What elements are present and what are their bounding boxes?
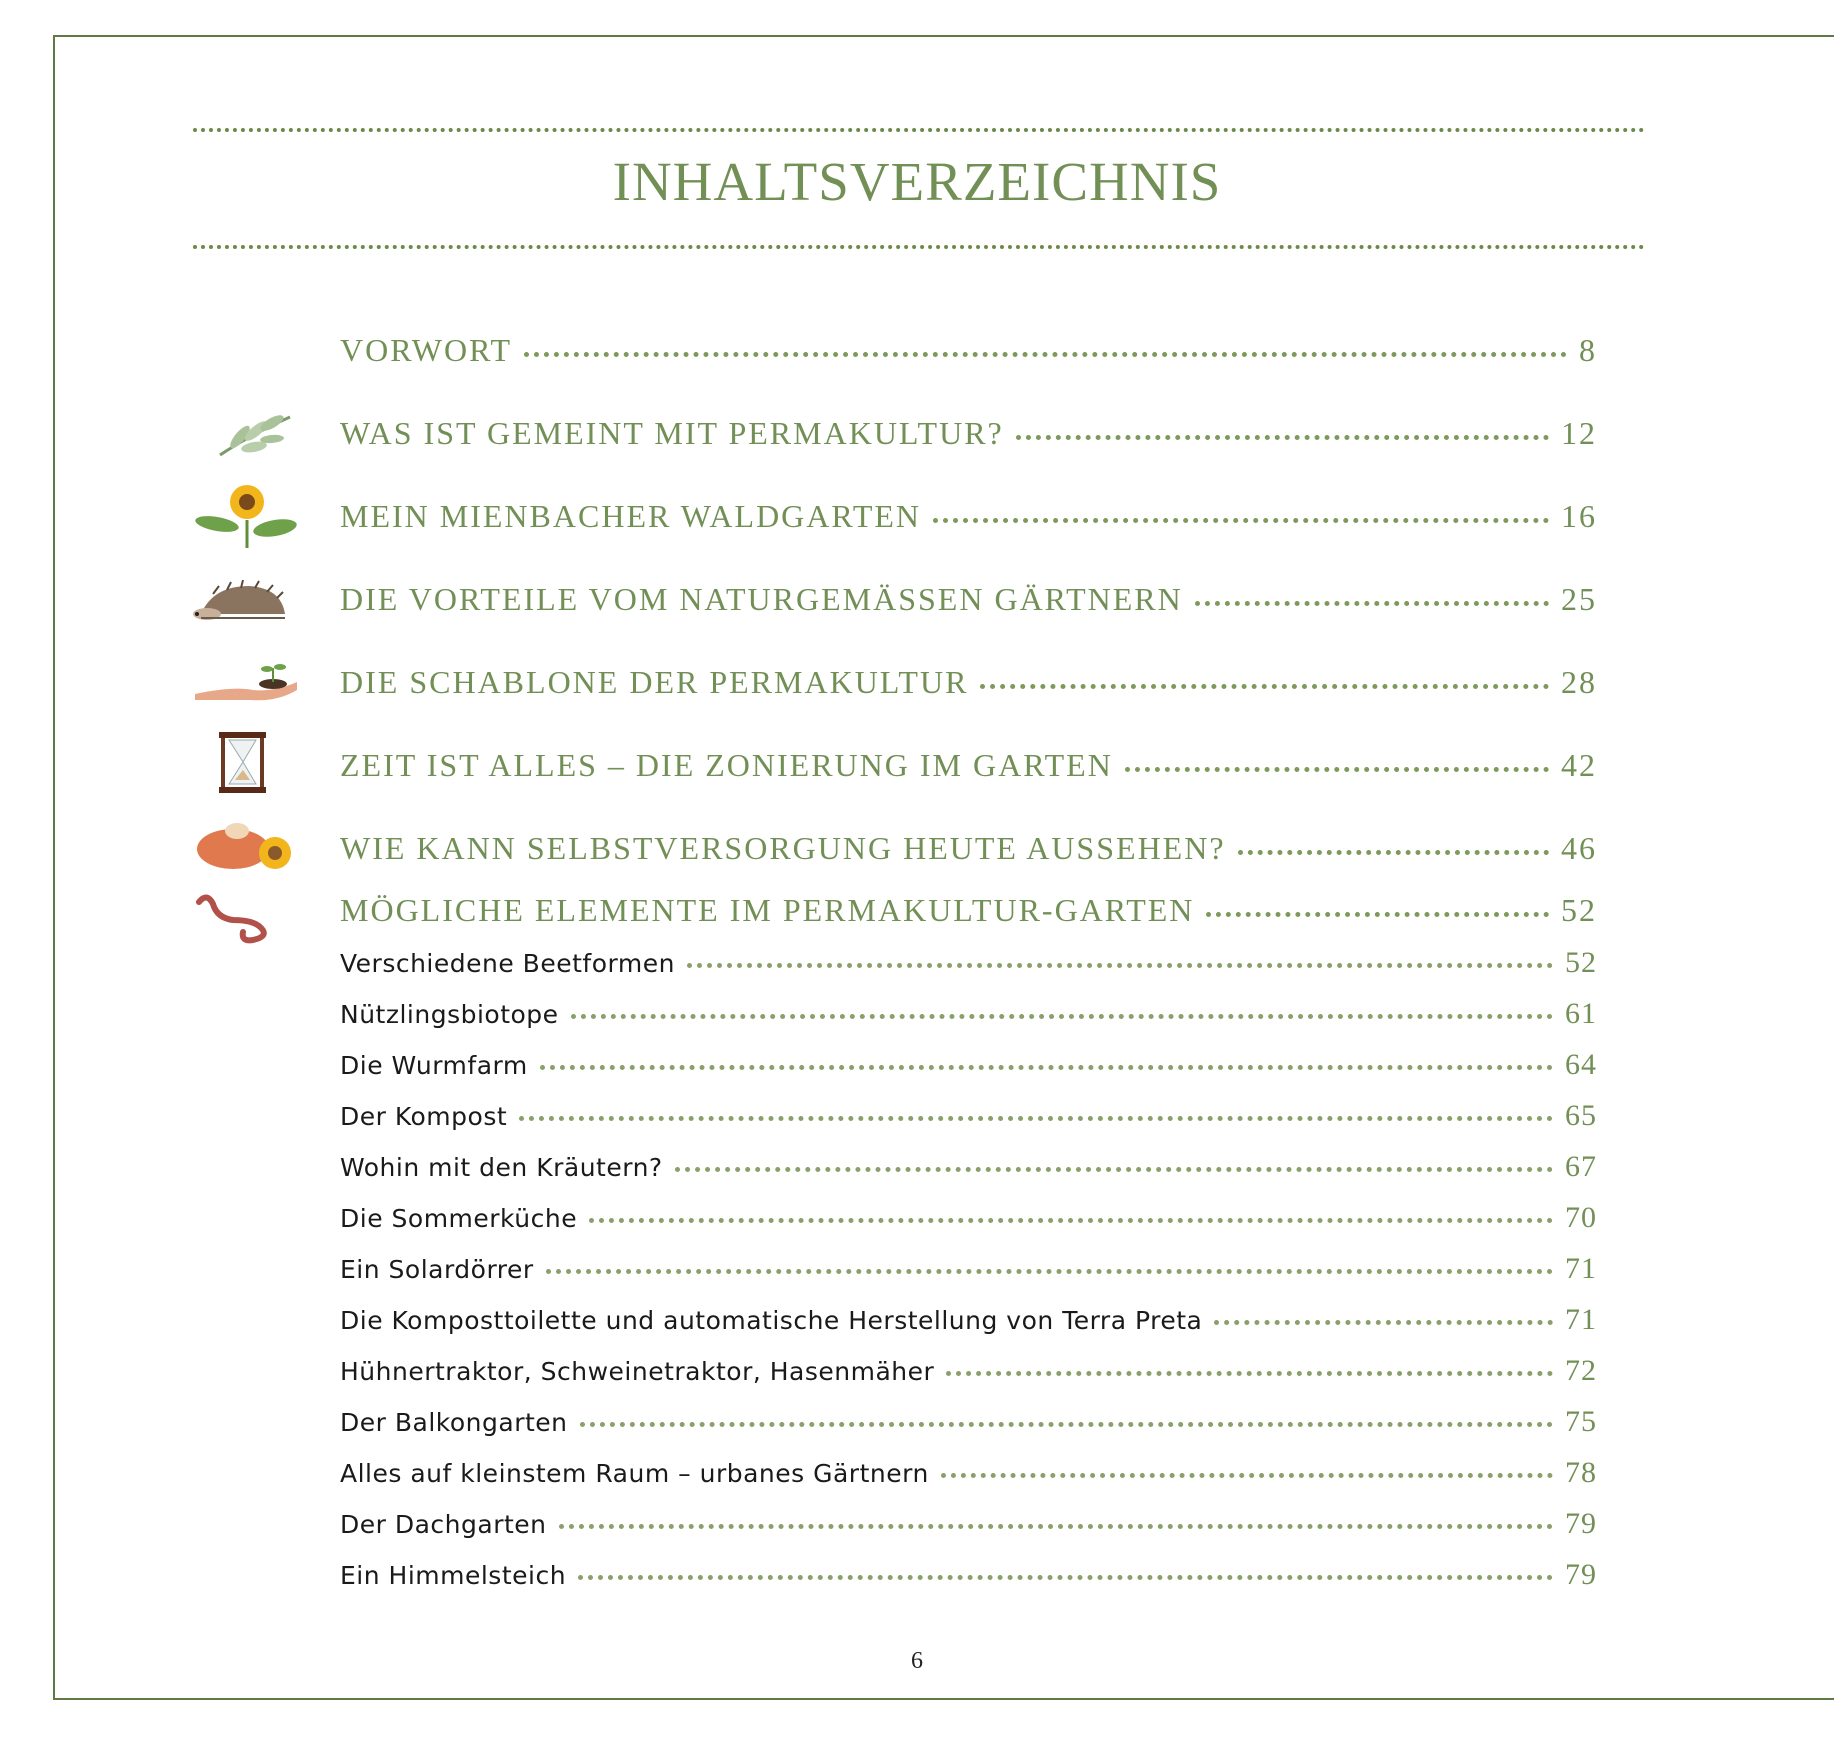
page-number: 6: [911, 1648, 923, 1674]
toc-chapter-zonierung[interactable]: [340, 747, 1597, 784]
toc-section[interactable]: [340, 1099, 1597, 1133]
dot-leader: [687, 963, 1553, 968]
dot-leader: [946, 1371, 1553, 1376]
chapter-title: WAS IST GEMEINT MIT PERMAKULTUR?: [340, 415, 1004, 451]
section-page: 61: [1565, 997, 1597, 1030]
toc-section[interactable]: [340, 1456, 1597, 1490]
toc-section[interactable]: [340, 946, 1597, 980]
toc-section[interactable]: [340, 997, 1597, 1031]
dot-leader: [675, 1167, 1553, 1172]
section-page: 64: [1565, 1048, 1597, 1081]
section-title: Alles auf kleinstem Raum – urbanes Gärtnern: [340, 1459, 929, 1488]
section-title: Der Dachgarten: [340, 1510, 547, 1539]
leaf-icon: [210, 405, 300, 465]
section-title: Die Komposttoilette und automatische Herstellung von Terra Preta: [340, 1306, 1203, 1335]
dot-leader: [540, 1065, 1553, 1070]
dot-leader: [1125, 767, 1549, 772]
chapter-page: 12: [1561, 415, 1597, 451]
toc-chapter-waldgarten[interactable]: [340, 498, 1597, 535]
chapter-title: MÖGLICHE ELEMENTE IM PERMAKULTUR-GARTEN: [340, 892, 1195, 928]
section-title: Wohin mit den Kräutern?: [340, 1153, 663, 1182]
toc-section[interactable]: [340, 1507, 1597, 1541]
dot-leader: [578, 1575, 1553, 1580]
toc-section[interactable]: [340, 1303, 1597, 1337]
section-title: Der Balkongarten: [340, 1408, 568, 1437]
toc-section[interactable]: [340, 1150, 1597, 1184]
section-page: 67: [1565, 1150, 1597, 1183]
section-page: 79: [1565, 1507, 1597, 1540]
dot-leader: [571, 1014, 1553, 1019]
title-rule-bottom: [193, 245, 1645, 249]
chapter-page: 25: [1561, 581, 1597, 617]
section-title: Die Wurmfarm: [340, 1051, 528, 1080]
section-page: 79: [1565, 1558, 1597, 1591]
section-page: 78: [1565, 1456, 1597, 1489]
chapter-page: 8: [1579, 332, 1597, 368]
dot-leader: [1238, 850, 1549, 855]
dot-leader: [933, 518, 1549, 523]
chapter-page: 16: [1561, 498, 1597, 534]
dot-leader: [589, 1218, 1553, 1223]
dot-leader: [524, 352, 1567, 357]
toc-section[interactable]: [340, 1252, 1597, 1286]
chapter-page: 52: [1561, 892, 1597, 928]
chapter-title: MEIN MIENBACHER WALDGARTEN: [340, 498, 922, 534]
dot-leader: [559, 1524, 1553, 1529]
toc-chapter-permakultur[interactable]: [340, 415, 1597, 452]
section-page: 71: [1565, 1252, 1597, 1285]
section-page: 65: [1565, 1099, 1597, 1132]
section-title: Nützlingsbiotope: [340, 1000, 559, 1029]
section-page: 75: [1565, 1405, 1597, 1438]
section-title: Die Sommerküche: [340, 1204, 578, 1233]
dot-leader: [546, 1269, 1553, 1274]
hourglass-icon: [215, 730, 270, 795]
section-page: 72: [1565, 1354, 1597, 1387]
sunflower-icon: [195, 480, 300, 550]
dot-leader: [580, 1422, 1554, 1427]
hedgehog-icon: [193, 580, 293, 625]
seedling-hand-icon: [193, 660, 303, 705]
toc-chapter-schablone[interactable]: [340, 664, 1597, 701]
chapter-title: VORWORT: [340, 332, 513, 368]
section-title: Ein Solardörrer: [340, 1255, 534, 1284]
toc-chapter-vorwort[interactable]: [340, 332, 1597, 369]
pumpkin-flower-icon: [193, 815, 303, 875]
toc-section[interactable]: [340, 1048, 1597, 1082]
section-title: Der Kompost: [340, 1102, 508, 1131]
dot-leader: [519, 1116, 1553, 1121]
section-title: Verschiedene Beetformen: [340, 949, 675, 978]
worm-icon: [193, 890, 283, 945]
toc-section[interactable]: [340, 1354, 1597, 1388]
dot-leader: [1206, 912, 1549, 917]
dot-leader: [1195, 601, 1549, 606]
dot-leader: [1016, 435, 1549, 440]
dot-leader: [980, 684, 1549, 689]
toc-chapter-elemente[interactable]: [340, 892, 1597, 929]
section-page: 52: [1565, 946, 1597, 979]
toc-section[interactable]: [340, 1405, 1597, 1439]
toc-section[interactable]: [340, 1558, 1597, 1592]
chapter-page: 46: [1561, 830, 1597, 866]
chapter-title: WIE KANN SELBSTVERSORGUNG HEUTE AUSSEHEN?: [340, 830, 1226, 866]
toc-chapter-selbstversorgung[interactable]: [340, 830, 1597, 867]
section-page: 71: [1565, 1303, 1597, 1336]
dot-leader: [1214, 1320, 1553, 1325]
chapter-title: DIE SCHABLONE DER PERMAKULTUR: [340, 664, 969, 700]
chapter-page: 42: [1561, 747, 1597, 783]
section-title: Hühnertraktor, Schweinetraktor, Hasenmäher: [340, 1357, 935, 1386]
section-title: Ein Himmelsteich: [340, 1561, 567, 1590]
title-rule-top: [193, 128, 1645, 132]
chapter-title: ZEIT IST ALLES – DIE ZONIERUNG IM GARTEN: [340, 747, 1113, 783]
chapter-title: DIE VORTEILE VOM NATURGEMÄSSEN GÄRTNERN: [340, 581, 1183, 617]
page-frame: [53, 35, 1834, 1700]
toc-chapter-vorteile[interactable]: [340, 581, 1597, 618]
section-page: 70: [1565, 1201, 1597, 1234]
dot-leader: [941, 1473, 1553, 1478]
page-title: INHALTSVERZEICHNIS: [612, 151, 1222, 212]
toc-section[interactable]: [340, 1201, 1597, 1235]
chapter-page: 28: [1561, 664, 1597, 700]
